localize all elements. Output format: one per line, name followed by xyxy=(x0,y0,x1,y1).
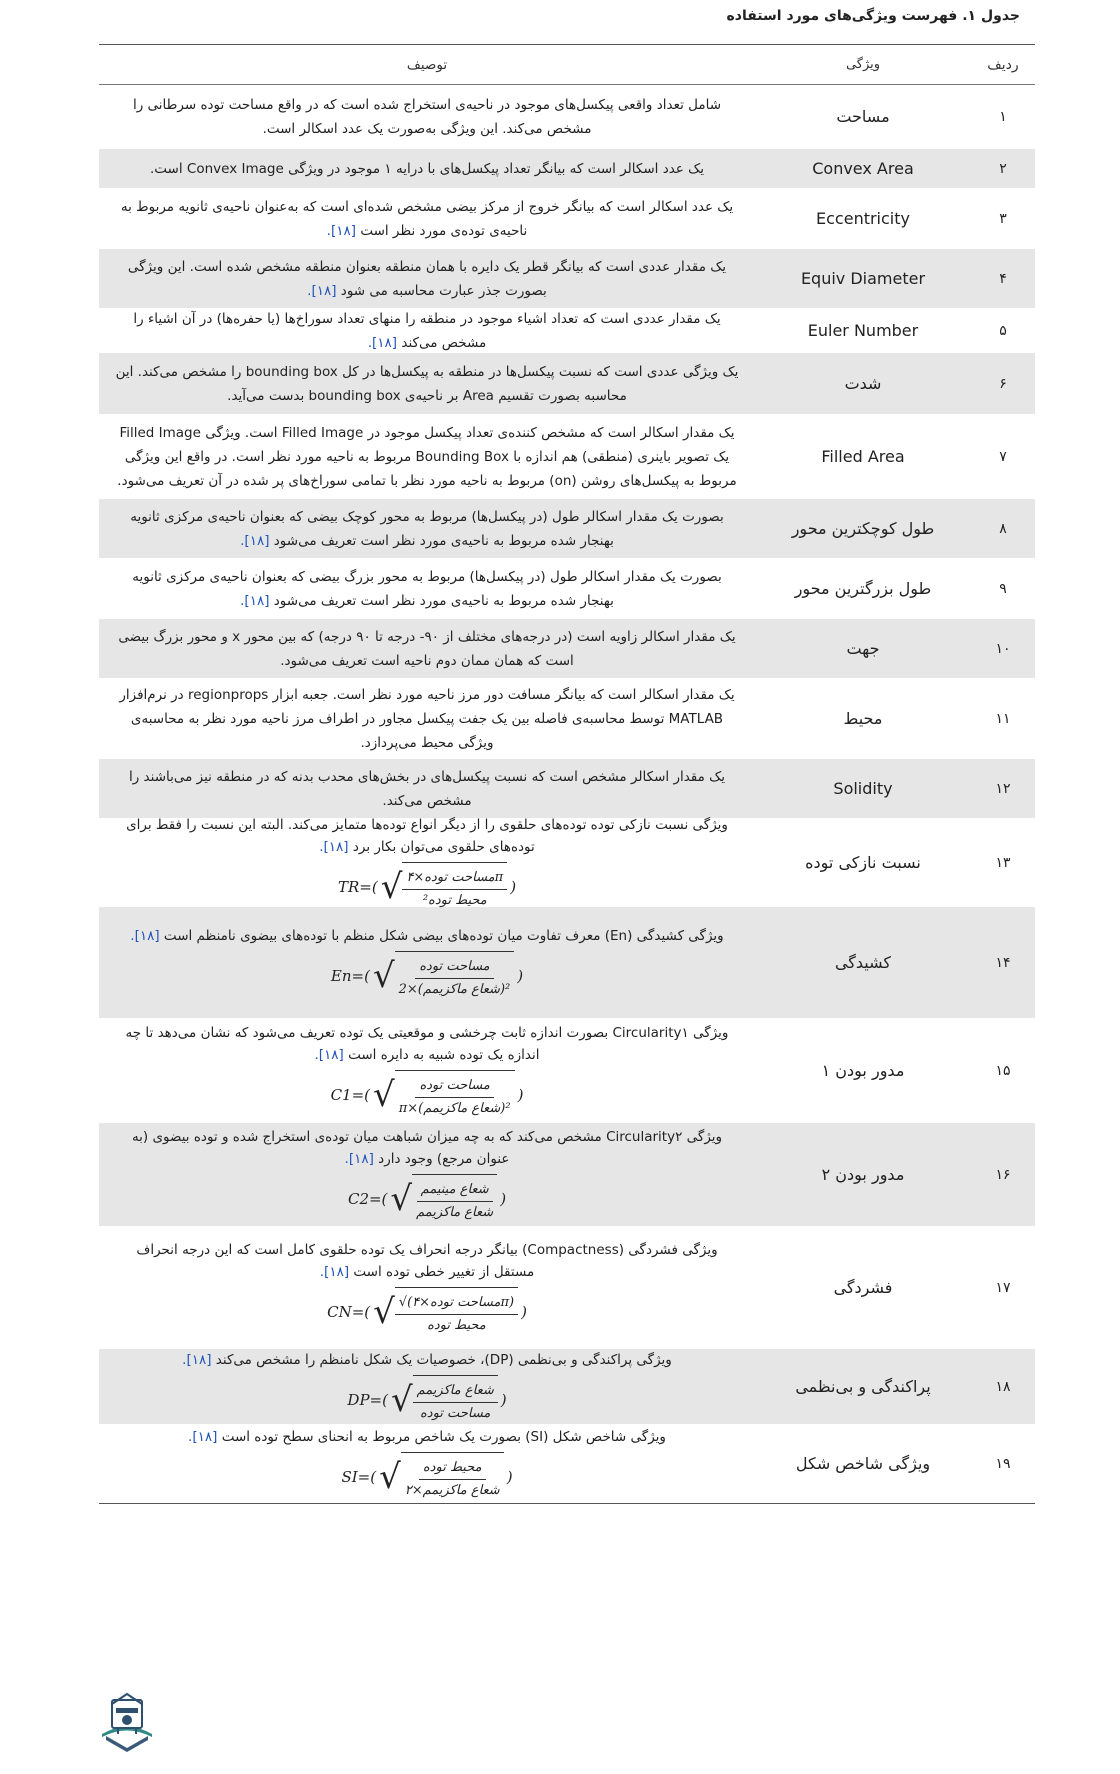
row-description xyxy=(99,360,755,408)
table-row xyxy=(99,85,1035,149)
row-feature: فشردگی xyxy=(833,1278,893,1297)
formula-lhs: C1=( xyxy=(330,1085,371,1104)
radical-icon: √ xyxy=(373,1291,395,1332)
citation-link[interactable]: [۱۸]. xyxy=(240,592,270,609)
formula-rhs: ) xyxy=(510,877,517,896)
formula-lhs: SI=( xyxy=(341,1467,377,1486)
row-description xyxy=(99,625,755,673)
description-text: ویژگی کشیدگی (En) معرف تفاوت میان توده‌های بیضی شکل منظم با توده‌های بیضوی نامنظم است [۱۸]. xyxy=(130,927,724,944)
row-num: ۶ xyxy=(999,375,1007,392)
row-description xyxy=(99,1349,755,1425)
row-num: ۱۰ xyxy=(995,640,1011,657)
header-desc: توصیف xyxy=(406,56,448,73)
row-feature: شدت xyxy=(844,374,882,393)
radical-icon: √ xyxy=(373,1074,395,1115)
citation-link[interactable]: [۱۸]. xyxy=(188,1428,218,1445)
formula-fraction xyxy=(395,1075,515,1120)
radical-icon: √ xyxy=(390,1379,413,1420)
formula-denominator: محیط توده² xyxy=(422,892,487,908)
formula-fraction xyxy=(413,1380,498,1425)
table-bottom-rule xyxy=(99,1503,1035,1504)
row-feature: مدور بودن ۱ xyxy=(821,1061,905,1080)
row-num: ۱۷ xyxy=(995,1279,1011,1296)
row-description xyxy=(99,1126,755,1224)
formula-denominator: 2×(شعاع ماکزیمم)² xyxy=(398,981,511,997)
row-feature: پراکندگی و بی‌نظمی xyxy=(795,1377,931,1396)
row-description xyxy=(99,1239,755,1337)
formula-rhs: ) xyxy=(517,966,524,985)
formula-rhs: ) xyxy=(500,1390,507,1409)
row-num: ۱۲ xyxy=(995,780,1011,797)
features-table xyxy=(99,44,1035,1504)
citation-link[interactable]: [۱۸]. xyxy=(367,334,398,351)
formula xyxy=(115,1375,739,1425)
formula-rhs: ) xyxy=(517,1085,524,1104)
table-row xyxy=(99,249,1035,309)
formula-denominator: مساحت توده xyxy=(419,1405,491,1421)
row-description xyxy=(99,505,755,553)
table-row xyxy=(99,907,1035,1019)
row-description xyxy=(99,93,755,141)
row-num: ۱ xyxy=(999,108,1007,125)
formula-numerator: مساحت توده xyxy=(415,1075,493,1098)
table-row xyxy=(99,189,1035,249)
header-feature: ویژگی xyxy=(845,57,881,72)
description-text: ویژگی پراکندگی و بی‌نظمی (DP)، خصوصیات یک شکل نامنظم را مشخص می‌کند [۱۸]. xyxy=(182,1351,672,1368)
formula-numerator: شعاع مینیمم xyxy=(417,1179,493,1202)
citation-link[interactable]: [۱۸]. xyxy=(130,927,160,944)
table-row xyxy=(99,619,1035,679)
row-feature: Eccentricity xyxy=(816,209,910,228)
row-feature: نسبت نازکی توده xyxy=(805,853,921,872)
row-description xyxy=(99,157,755,181)
row-description xyxy=(99,814,755,912)
formula-lhs: TR=( xyxy=(337,877,378,896)
row-num: ۱۹ xyxy=(995,1455,1011,1472)
table-row xyxy=(99,149,1035,189)
row-description xyxy=(99,683,755,755)
table-row xyxy=(99,679,1035,759)
table-row xyxy=(99,1349,1035,1425)
row-num: ۱۴ xyxy=(995,954,1011,971)
row-description xyxy=(99,421,755,493)
formula xyxy=(115,1070,739,1120)
row-num: ۲ xyxy=(999,160,1007,177)
table-caption: جدول ۱. فهرست ویژگی‌های مورد استفاده xyxy=(726,8,1020,24)
table-row xyxy=(99,415,1035,499)
row-description xyxy=(99,765,755,813)
row-num: ۴ xyxy=(999,270,1007,287)
header-num: ردیف xyxy=(987,56,1019,73)
citation-link[interactable]: [۱۸]. xyxy=(307,282,337,299)
table-row xyxy=(99,559,1035,619)
description-text: یک مقدار عددی است که بیانگر قطر یک دایره با همان منطقه بعنوان منطقه مشخص شده است. این ویژگی بصورت جذر عبارت محاسبه می شود [۱۸]. xyxy=(127,258,727,299)
journal-logo-icon xyxy=(98,1690,156,1752)
description-text: ویژگی Circularity۲ مشخص می‌کند که به چه میزان شباهت میان توده‌ی استخراج شده و توده بیضوی (به عنوان مرجع) وجود دارد [۱۸]. xyxy=(131,1128,723,1167)
description-text: ویژگی Circularity۱ بصورت اندازه ثابت چرخشی و موقعیتی یک توده تعریف می‌شود که نشان می‌دهد تا چه اندازه یک توده شبیه به دایره است [۱۸]. xyxy=(125,1024,729,1063)
radical-icon: √ xyxy=(380,866,403,907)
formula xyxy=(115,1174,739,1224)
table-row xyxy=(99,1425,1035,1503)
formula xyxy=(115,1287,739,1337)
row-description xyxy=(99,255,755,303)
formula-lhs: CN=( xyxy=(327,1302,371,1321)
row-feature: Filled Area xyxy=(821,447,905,466)
formula-fraction xyxy=(402,867,507,912)
radical-icon: √ xyxy=(390,1178,413,1219)
row-feature: طول کوچکترین محور xyxy=(791,519,935,538)
row-num: ۳ xyxy=(999,210,1007,227)
description-text: ویژگی نسبت نازکی توده توده‌های حلقوی را از دیگر انواع توده‌ها متمایز می‌کند. البته این نسبت را فقط برای توده‌های حلقوی می‌توان بکار برد [۱۸]. xyxy=(126,816,728,855)
table-body xyxy=(99,85,1035,1503)
description-text: بصورت یک مقدار اسکالر طول (در پیکسل‌ها) مربوط به محور بزرگ بیضی که بعنوان ناحیه‌ی مرکزی ثانویه بهنجار شده مربوط به ناحیه‌ی مورد نظر است تعریف می‌شود [۱۸]. xyxy=(132,568,722,609)
citation-link[interactable]: [۱۸]. xyxy=(326,222,357,239)
row-feature: جهت xyxy=(846,639,880,658)
row-num: ۷ xyxy=(999,448,1007,465)
formula-rhs: ) xyxy=(521,1302,527,1321)
description-text: یک مقدار اسکالر است که بیانگر مسافت دور مرز ناحیه مورد نظر است. جعبه ابزار regionprops در نرم‌افزار MATLAB توسط محاسبه‌ی فاصله بین یک جفت پیکسل مجاور در اطراف مرز ناحیه مورد نظر به محاسبه‌ی ویژگی محیط می‌پردازد. xyxy=(119,686,735,751)
table-row xyxy=(99,1123,1035,1227)
description-text: شامل تعداد واقعی پیکسل‌های موجود در ناحیه‌ی استخراج شده است که در واقع مساحت توده سرطانی را مشخص می‌کند. این ویژگی به‌صورت یک عدد اسکالر است. xyxy=(132,96,722,137)
formula-numerator: مساحت توده xyxy=(415,956,493,979)
formula-fraction xyxy=(395,1292,518,1337)
row-description xyxy=(99,925,755,1001)
formula-lhs: DP=( xyxy=(347,1390,388,1409)
formula-denominator: شعاع ماکزیمم×۲ xyxy=(404,1482,500,1498)
row-feature: محیط xyxy=(843,709,883,728)
citation-link[interactable]: [۱۸]. xyxy=(240,532,270,549)
formula-rhs: ) xyxy=(500,1189,507,1208)
citation-link[interactable]: [۱۸]. xyxy=(319,838,349,855)
row-num: ۵ xyxy=(999,322,1007,339)
row-description xyxy=(99,565,755,613)
formula-lhs: C2=( xyxy=(347,1189,388,1208)
formula-fraction xyxy=(412,1179,497,1224)
formula-fraction xyxy=(395,956,515,1001)
row-feature: Solidity xyxy=(833,779,893,798)
row-feature: طول بزرگترین محور xyxy=(794,579,932,598)
row-feature: Convex Area xyxy=(812,159,914,178)
table-row xyxy=(99,499,1035,559)
citation-link[interactable]: [۱۸]. xyxy=(182,1351,212,1368)
description-text: یک مقدار اسکالر مشخص است که نسبت پیکسل‌های در بخش‌های محدب بدنه که در منطقه نیز می‌باشند را مشخص می‌کند. xyxy=(128,768,725,809)
row-feature: ویژگی شاخص شکل xyxy=(795,1454,931,1473)
description-text: ویژگی فشردگی (Compactness) بیانگر درجه انحراف یک توده حلقوی کامل است که این درجه انحراف مستقل از تغییر خطی توده است [۱۸]. xyxy=(136,1241,718,1280)
description-text: یک مقدار عددی است که تعداد اشیاء موجود در منطقه را منهای تعداد سوراخ‌ها (یا حفره‌ها) در آن اشیاء را مشخص می‌کند [۱۸]. xyxy=(133,310,721,351)
row-num: ۹ xyxy=(999,580,1007,597)
formula-numerator: محیط توده xyxy=(419,1457,486,1480)
formula-denominator: شعاع ماکزیمم xyxy=(416,1204,494,1220)
table-row xyxy=(99,309,1035,353)
citation-link[interactable]: [۱۸]. xyxy=(319,1263,350,1280)
formula-numerator: شعاع ماکزیمم xyxy=(413,1380,498,1403)
row-feature: Euler Number xyxy=(807,321,919,340)
row-num: ۱۳ xyxy=(995,854,1011,871)
table-row xyxy=(99,759,1035,819)
row-description xyxy=(99,195,755,243)
description-text: بصورت یک مقدار اسکالر طول (در پیکسل‌ها) مربوط به محور کوچک بیضی که بعنوان ناحیه‌ی مرکزی ثانویه بهنجار شده مربوط به ناحیه‌ی مورد نظر است تعریف می‌شود [۱۸]. xyxy=(130,508,724,549)
table-row xyxy=(99,816,1035,908)
description-text: یک عدد اسکالر است که بیانگر خروج از مرکز بیضی مشخص شده‌ای است که به‌عنوان ناحیه‌ی ثانویه مربوط به ناحیه‌ی توده‌ی مورد نظر است [۱۸]. xyxy=(120,198,734,239)
description-text: ویژگی شاخص شکل (SI) بصورت یک شاخص مربوط به انحنای سطح توده است [۱۸]. xyxy=(188,1428,666,1445)
formula-denominator: محیط توده xyxy=(427,1317,486,1333)
row-num: ۸ xyxy=(999,520,1007,537)
row-num: ۱۱ xyxy=(995,710,1011,727)
description-text: یک عدد اسکالر است که بیانگر تعداد پیکسل‌های با درایه ۱ موجود در ویژگی Convex Image است. xyxy=(150,160,704,177)
formula-fraction xyxy=(401,1457,504,1502)
formula-numerator: مساحت توده×۴π xyxy=(402,867,507,890)
formula-numerator: √(مساحت توده×۴π) xyxy=(395,1292,518,1315)
formula-rhs: ) xyxy=(506,1467,513,1486)
citation-link[interactable]: [۱۸]. xyxy=(344,1150,374,1167)
description-text: یک ویژگی عددی است که نسبت پیکسل‌ها در منطقه به پیکسل‌ها در کل bounding box را مشخص می‌کند. این محاسبه بصورت تقسیم Area بر ناحیه‌ی bounding box بدست می‌آید. xyxy=(115,363,739,404)
row-num: ۱۵ xyxy=(995,1062,1011,1079)
formula-lhs: En=( xyxy=(330,966,370,985)
row-feature: مساحت xyxy=(836,107,890,126)
citation-link[interactable]: [۱۸]. xyxy=(314,1046,344,1063)
row-num: ۱۶ xyxy=(995,1166,1011,1183)
row-feature: Equiv Diameter xyxy=(800,269,926,288)
table-header xyxy=(99,45,1035,85)
table-row xyxy=(99,353,1035,415)
formula xyxy=(115,1452,739,1502)
table-row xyxy=(99,1227,1035,1349)
row-feature: کشیدگی xyxy=(834,953,892,972)
formula xyxy=(115,862,739,912)
row-feature: مدور بودن ۲ xyxy=(821,1165,905,1184)
table-row xyxy=(99,1019,1035,1123)
radical-icon: √ xyxy=(379,1456,401,1497)
description-text: یک مقدار اسکالر است که مشخص کننده‌ی تعداد پیکسل موجود در Filled Image است. ویژگی Filled Image یک تصویر باینری (منطقی) هم اندازه با Bounding Box مربوط به ناحیه مورد نظر است. در واقع این ویژگی مربوط به پیکسل‌های روشن (on) مربوط به ناحیه مورد نظر با تمامی سوراخ‌های پر شده در آن تعریف می‌شود. xyxy=(117,424,737,489)
description-text: یک مقدار اسکالر زاویه است (در درجه‌های مختلف از ۹۰- درجه تا ۹۰ درجه) که بین محور x و محور بزرگ بیضی است که همان ممان دوم ناحیه است تعریف می‌شود. xyxy=(118,628,736,669)
row-description xyxy=(99,1426,755,1502)
row-num: ۱۸ xyxy=(995,1378,1011,1395)
row-description xyxy=(99,1022,755,1120)
radical-icon: √ xyxy=(372,955,395,996)
formula-denominator: π×(شعاع ماکزیمم)² xyxy=(398,1100,511,1116)
formula xyxy=(115,951,739,1001)
row-description xyxy=(99,307,755,355)
